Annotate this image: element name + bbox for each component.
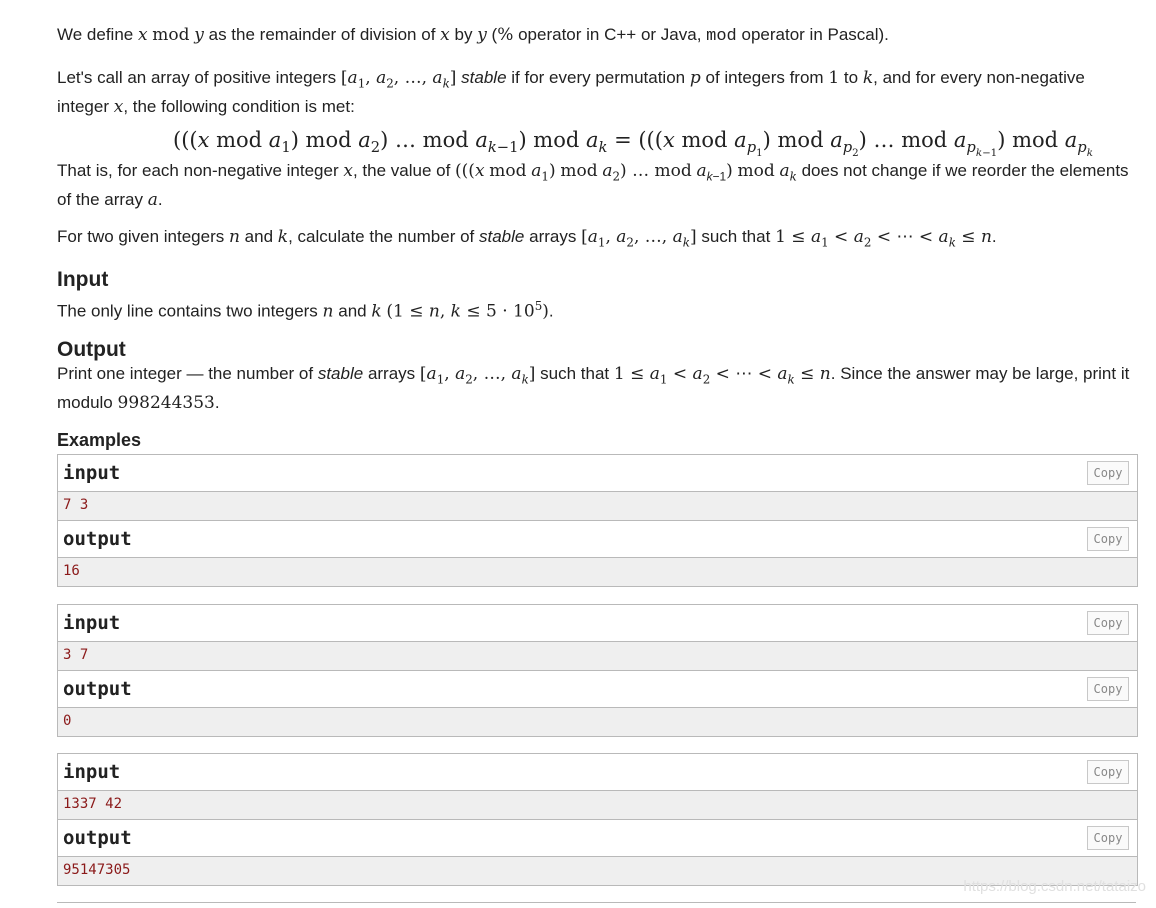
- copy-button[interactable]: Copy: [1087, 826, 1129, 850]
- example-input-header: [58, 754, 1137, 791]
- input-section-title: Input: [57, 268, 109, 291]
- example-input-label: input: [63, 462, 121, 484]
- statement-paragraph-3: That is, for each non-negative integer x, the value of (((x mod $a_1$) mod $a_2$) … mod $a_{k-1}$) mod $a_k$ does not change if we reorder the elements of the array a.: [57, 161, 1129, 211]
- example-output-value: 16: [58, 558, 1137, 586]
- example-input-value: 3 7: [58, 642, 1137, 671]
- example-output-label: output: [63, 827, 132, 849]
- copy-button[interactable]: Copy: [1087, 461, 1129, 485]
- statement-paragraph-1: We define x mod y as the remainder of division of x by y (% operator in C++ or Java, mod operator in Pascal).: [57, 25, 889, 46]
- example-3: [57, 753, 1138, 886]
- statement-paragraph-2: Let's call an array of positive integers [$a_1$, $a_2$, …, $a_k$] stable if for every permutation p of integers from 1 to k, and for every non-negative integer x, the following condition is met:: [57, 68, 1085, 118]
- copy-button[interactable]: Copy: [1087, 611, 1129, 635]
- example-output-value: 0: [58, 708, 1137, 736]
- example-output-header: [58, 820, 1137, 857]
- example-input-header: [58, 455, 1137, 492]
- example-output-label: output: [63, 678, 132, 700]
- examples-title: Examples: [57, 430, 142, 450]
- example-input-value: 1337 42: [58, 791, 1137, 820]
- input-section-text: The only line contains two integers n and k (1 ≤ n, $k \le 5 \cdot 10^5$).: [57, 299, 554, 322]
- example-output-header: [58, 521, 1137, 558]
- example-input-header: [58, 605, 1137, 642]
- example-output-label: output: [63, 528, 132, 550]
- example-2: [57, 604, 1138, 737]
- example-output-header: [58, 671, 1137, 708]
- example-output-value: 95147305: [58, 857, 1137, 885]
- stability-formula: (((x mod $a_1$) mod $a_2$) … mod $a_{k-1}$) mod $a_k = (((x$ mod $a_{p_1}$) mod $a_{p_2}$) … mod $a_{p_{k-1}}$) mod $a_{p_k}$: [173, 128, 1093, 160]
- watermark: https://blog.csdn.net/tataizo: [963, 878, 1146, 895]
- top-edge: [57, 0, 1136, 4]
- example-input-value: 7 3: [58, 492, 1137, 521]
- copy-button[interactable]: Copy: [1087, 677, 1129, 701]
- output-section-text: Print one integer — the number of stable arrays [$a_1$, $a_2$, …, $a_k$] such that $1 \le a_1 < a_2$ < ⋯ < $a_k \le n$. Since the answer may be large, print it modulo 998244353.: [57, 364, 1130, 414]
- example-1: [57, 454, 1138, 587]
- statement-paragraph-4: For two given integers n and k, calculate the number of stable arrays [$a_1$, $a_2$, …, $a_k$] such that $1 \le a_1 < a_2$ < ⋯ < $a_k \le n$.: [57, 227, 997, 250]
- copy-button[interactable]: Copy: [1087, 527, 1129, 551]
- example-input-label: input: [63, 612, 121, 634]
- example-input-label: input: [63, 761, 121, 783]
- copy-button[interactable]: Copy: [1087, 760, 1129, 784]
- output-section-title: Output: [57, 338, 126, 361]
- next-block-edge: [57, 902, 1136, 908]
